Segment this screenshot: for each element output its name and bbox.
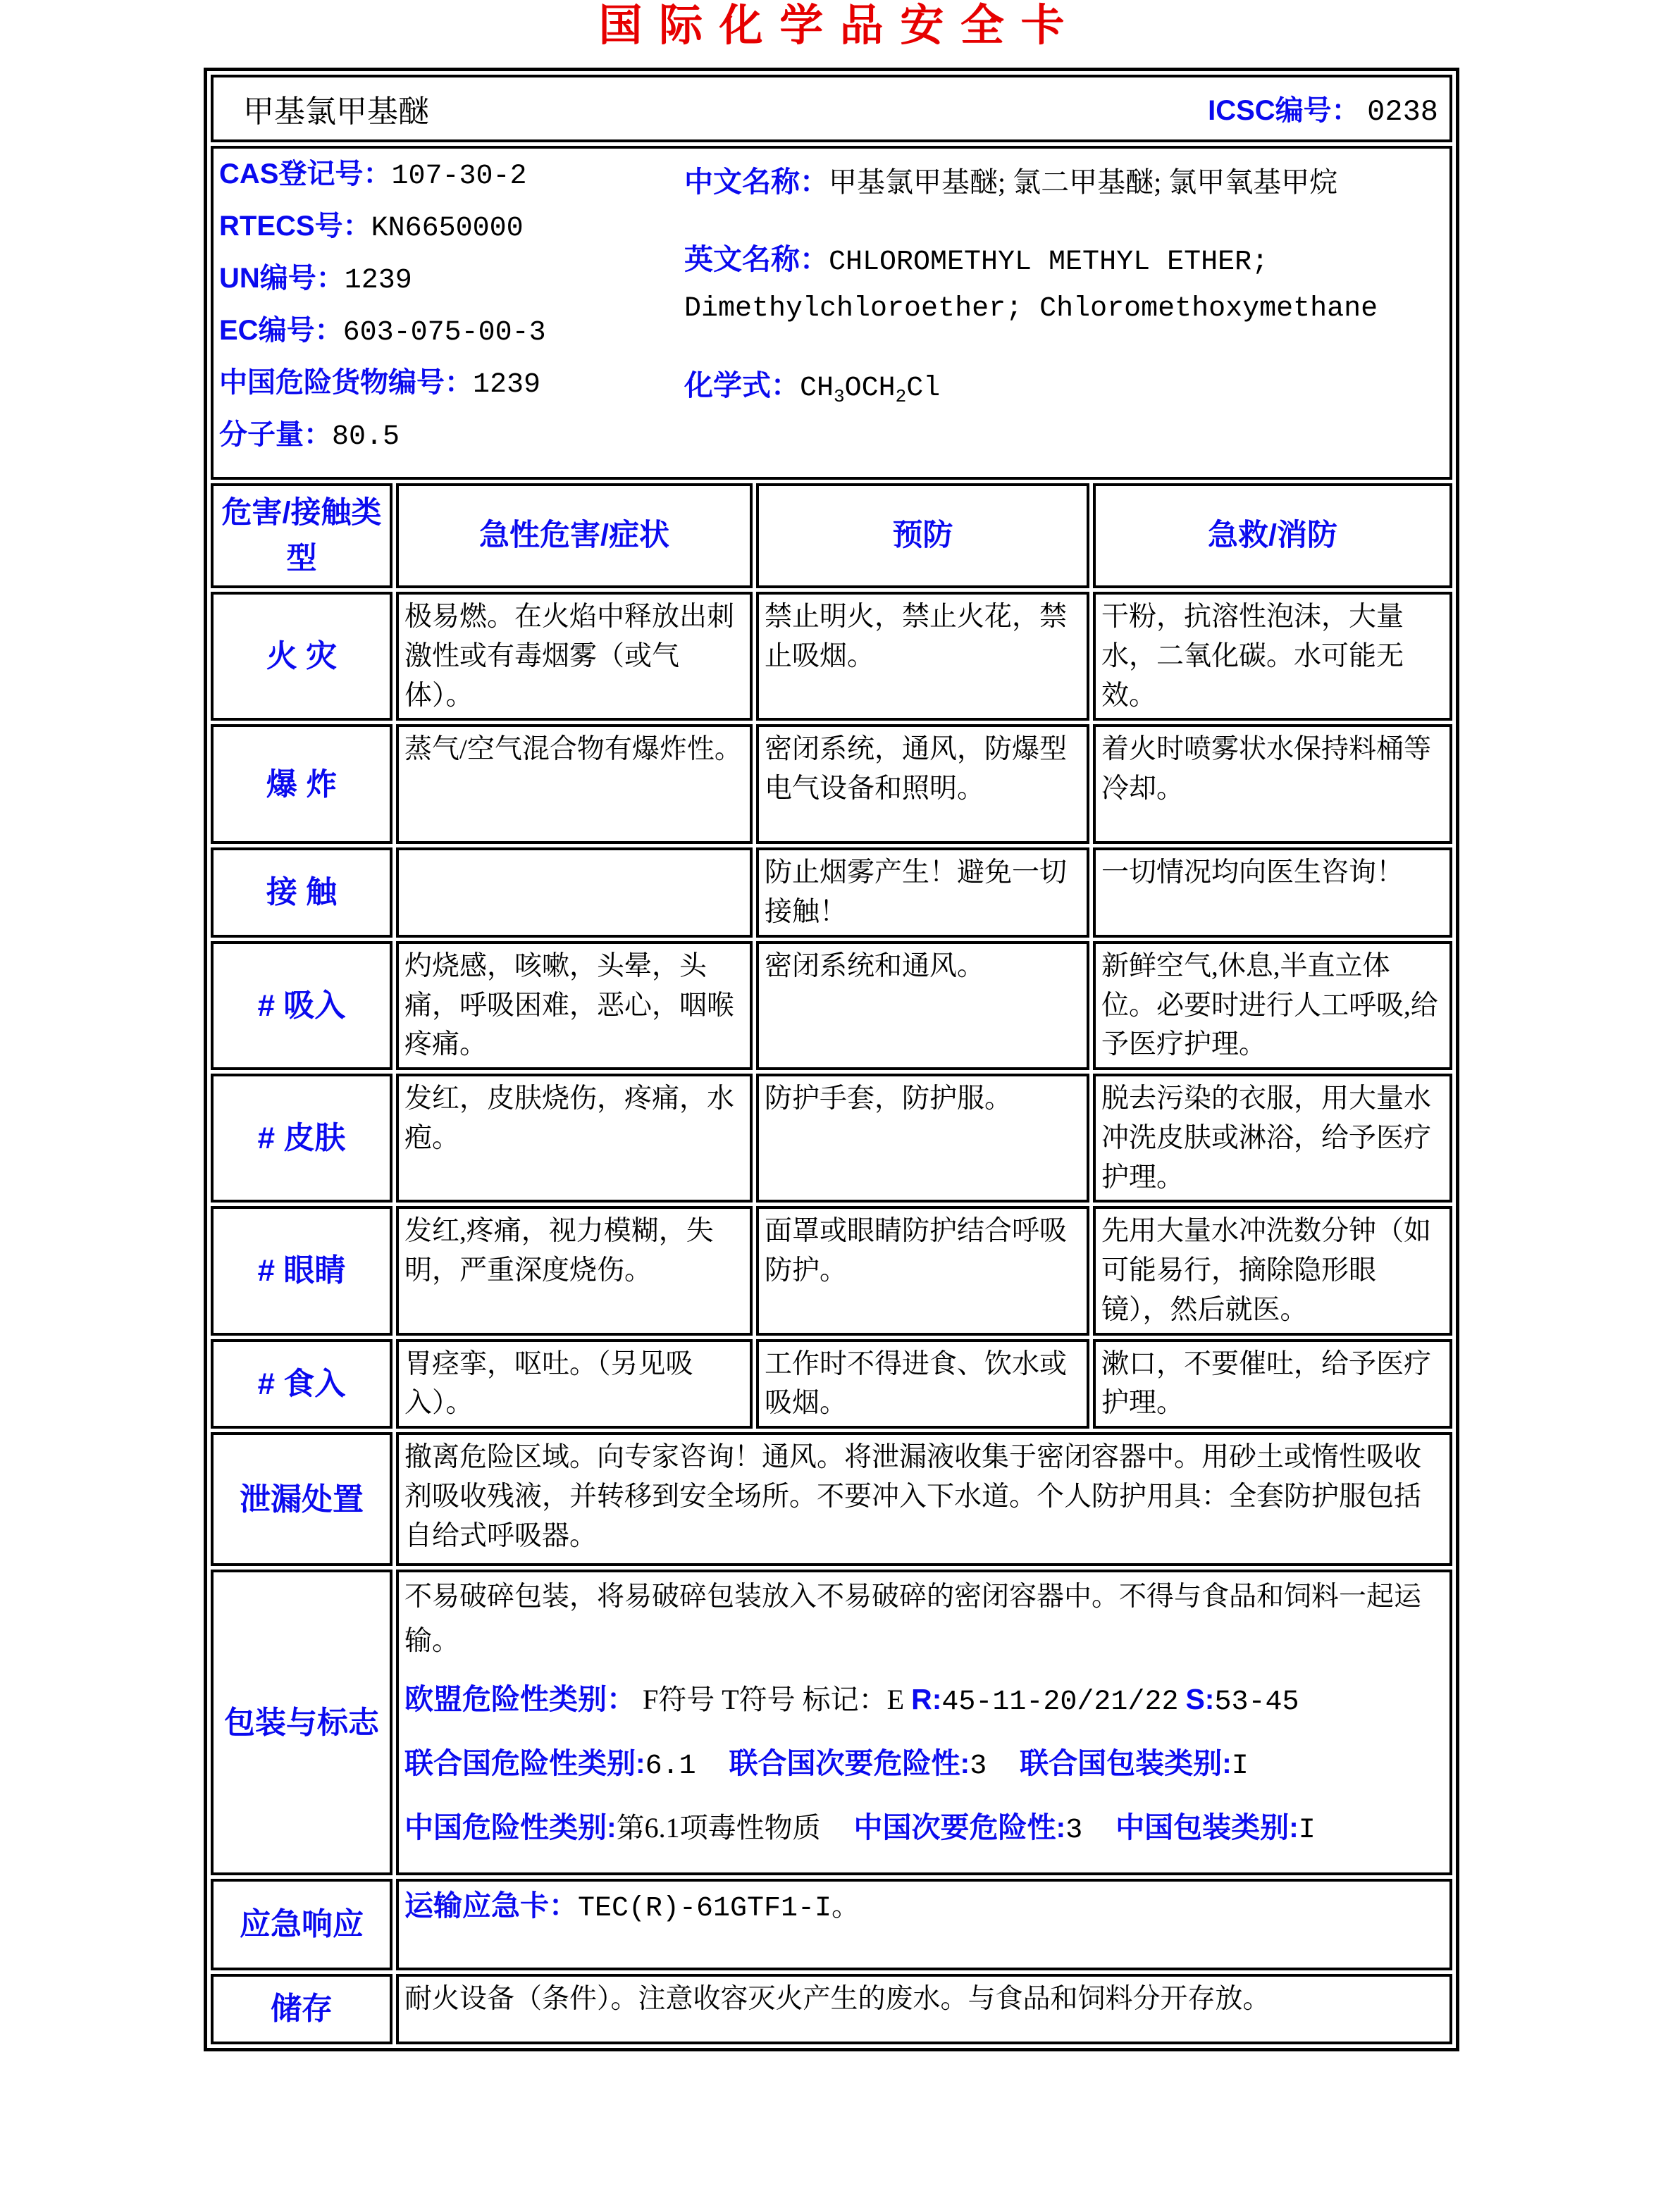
packaging-row bbox=[211, 1570, 1452, 1875]
cas-number: CAS登记号：107-30-2 bbox=[219, 159, 527, 192]
symptoms-cell: 胃痉挛，呕吐。（另见吸入）。 bbox=[396, 1339, 753, 1429]
rtecs-number: RTECS号：KN6650000 bbox=[219, 211, 524, 244]
table-row-fire bbox=[211, 592, 1452, 721]
emergency-content bbox=[396, 1879, 1452, 1970]
spill-content: 撤离危险区域。向专家咨询！通风。将泄漏液收集于密闭容器中。用砂土或惰性吸收剂吸收残液，并转移到安全场所。不要冲入下水道。个人防护用具：全套防护服包括自给式呼吸器。 bbox=[396, 1432, 1452, 1566]
storage-label: 储存 bbox=[211, 1974, 392, 2044]
hazard-label: # 吸入 bbox=[211, 941, 392, 1070]
table-row-explosion bbox=[211, 724, 1452, 844]
molecular-weight: 分子量：80.5 bbox=[219, 419, 400, 453]
table-row-inhalation bbox=[211, 941, 1452, 1070]
emergency-label: 应急响应 bbox=[211, 1879, 392, 1970]
firstaid-cell: 漱口，不要催吐，给予医疗护理。 bbox=[1093, 1339, 1452, 1429]
identification-cell bbox=[211, 146, 1452, 480]
symptoms-cell: 灼烧感，咳嗽，头晕，头痛，呼吸困难，恶心，咽喉疼痛。 bbox=[396, 941, 753, 1070]
transport-emergency-card-value: TEC(R)-61GTF1-I。 bbox=[578, 1893, 860, 1925]
col-header-firstaid: 急救/消防 bbox=[1093, 483, 1452, 588]
identification-row bbox=[211, 146, 1452, 480]
prevention-cell: 面罩或眼睛防护结合呼吸防护。 bbox=[756, 1206, 1089, 1335]
table-row-skin bbox=[211, 1074, 1452, 1203]
header-cell bbox=[211, 75, 1452, 142]
emergency-response-row bbox=[211, 1879, 1452, 1970]
firstaid-cell: 着火时喷雾状水保持料桶等冷却。 bbox=[1093, 724, 1452, 844]
hazard-label: 爆 炸 bbox=[211, 724, 392, 844]
symptoms-cell: 极易燃。在火焰中释放出刺激性或有毒烟雾（或气体）。 bbox=[396, 592, 753, 721]
hazard-label: 接 触 bbox=[211, 847, 392, 938]
symptoms-cell: 蒸气/空气混合物有爆炸性。 bbox=[396, 724, 753, 844]
page-title: 国际化学品安全卡 bbox=[598, 1, 1082, 50]
registry-numbers bbox=[219, 159, 684, 471]
prevention-cell: 防止烟雾产生！避免一切接触！ bbox=[756, 847, 1089, 938]
chemical-formula: 化学式：$CH_3OCH_2Cl$ bbox=[684, 368, 941, 407]
chemical-name: 甲基氯甲基醚 bbox=[243, 94, 429, 129]
firstaid-cell: 干粉，抗溶性泡沫，大量水，二氧化碳。水可能无效。 bbox=[1093, 592, 1452, 721]
ec-number: EC编号：603-075-00-3 bbox=[219, 315, 546, 349]
symptoms-cell: 发红,疼痛，视力模糊，失明，严重深度烧伤。 bbox=[396, 1206, 753, 1335]
safety-card bbox=[204, 68, 1459, 2051]
packaging-label: 包装与标志 bbox=[211, 1570, 392, 1875]
icsc-value: 0238 bbox=[1367, 95, 1438, 129]
china-dangerous-goods-number: 中国危险货物编号：1239 bbox=[219, 367, 541, 401]
icsc-number bbox=[1208, 88, 1438, 129]
firstaid-cell: 一切情况均向医生咨询！ bbox=[1093, 847, 1452, 938]
spill-label: 泄漏处置 bbox=[211, 1432, 392, 1566]
eu-classification: 欧盟危险性类别： F符号 T符号 标记：E R:45-11-20/21/22 S:53-45 bbox=[404, 1683, 1299, 1719]
col-header-prevention: 预防 bbox=[756, 483, 1089, 588]
header-row bbox=[211, 75, 1452, 142]
firstaid-cell: 新鲜空气,休息,半直立体位。必要时进行人工呼吸,给予医疗护理。 bbox=[1093, 941, 1452, 1070]
prevention-cell: 工作时不得进食、饮水或吸烟。 bbox=[756, 1339, 1089, 1429]
packaging-content bbox=[396, 1570, 1452, 1875]
prevention-cell: 密闭系统和通风。 bbox=[756, 941, 1089, 1070]
packaging-transport-note: 不易破碎包装，将易破碎包装放入不易破碎的密闭容器中。不得与食品和饲料一起运输。 bbox=[404, 1582, 1422, 1656]
un-number: UN编号：1239 bbox=[219, 263, 412, 297]
prevention-cell: 密闭系统，通风，防爆型电气设备和照明。 bbox=[756, 724, 1089, 844]
china-classification: 中国危险性类别:第6.1项毒性物质 中国次要危险性:3 中国包装类别:I bbox=[404, 1811, 1316, 1847]
hazard-label: 火 灾 bbox=[211, 592, 392, 721]
prevention-cell: 防护手套，防护服。 bbox=[756, 1074, 1089, 1203]
symptoms-cell: 发红，皮肤烧伤，疼痛，水疱。 bbox=[396, 1074, 753, 1203]
col-header-hazard-type: 危害/接触类型 bbox=[211, 483, 392, 588]
spill-disposal-row bbox=[211, 1432, 1452, 1566]
hazard-label: # 皮肤 bbox=[211, 1074, 392, 1203]
storage-row bbox=[211, 1974, 1452, 2044]
table-row-ingestion bbox=[211, 1339, 1452, 1429]
table-row-eyes bbox=[211, 1206, 1452, 1335]
symptoms-cell bbox=[396, 847, 753, 938]
transport-emergency-card-label: 运输应急卡： bbox=[404, 1889, 578, 1922]
chemical-names bbox=[684, 159, 1444, 471]
prevention-cell: 禁止明火，禁止火花，禁止吸烟。 bbox=[756, 592, 1089, 721]
col-header-symptoms: 急性危害/症状 bbox=[396, 483, 753, 588]
table-row-contact bbox=[211, 847, 1452, 938]
un-classification: 联合国危险性类别:6.1 联合国次要危险性:3 联合国包装类别:I bbox=[404, 1747, 1249, 1783]
icsc-label: ICSC编号： bbox=[1208, 95, 1360, 126]
english-name: 英文名称：CHLOROMETHYL METHYL ETHER; Dimethylchloroether; Chloromethoxymethane bbox=[684, 242, 1378, 325]
hazard-label: # 眼睛 bbox=[211, 1206, 392, 1335]
firstaid-cell: 先用大量水冲洗数分钟（如可能易行，摘除隐形眼镜），然后就医。 bbox=[1093, 1206, 1452, 1335]
chinese-name: 中文名称：甲基氯甲基醚; 氯二甲基醚; 氯甲氧基甲烷 bbox=[684, 166, 1338, 198]
storage-content: 耐火设备（条件）。注意收容灭火产生的废水。与食品和饲料分开存放。 bbox=[396, 1974, 1452, 2044]
table-header-row bbox=[211, 483, 1452, 588]
hazard-label: # 食入 bbox=[211, 1339, 392, 1429]
firstaid-cell: 脱去污染的衣服，用大量水冲洗皮肤或淋浴，给予医疗护理。 bbox=[1093, 1074, 1452, 1203]
